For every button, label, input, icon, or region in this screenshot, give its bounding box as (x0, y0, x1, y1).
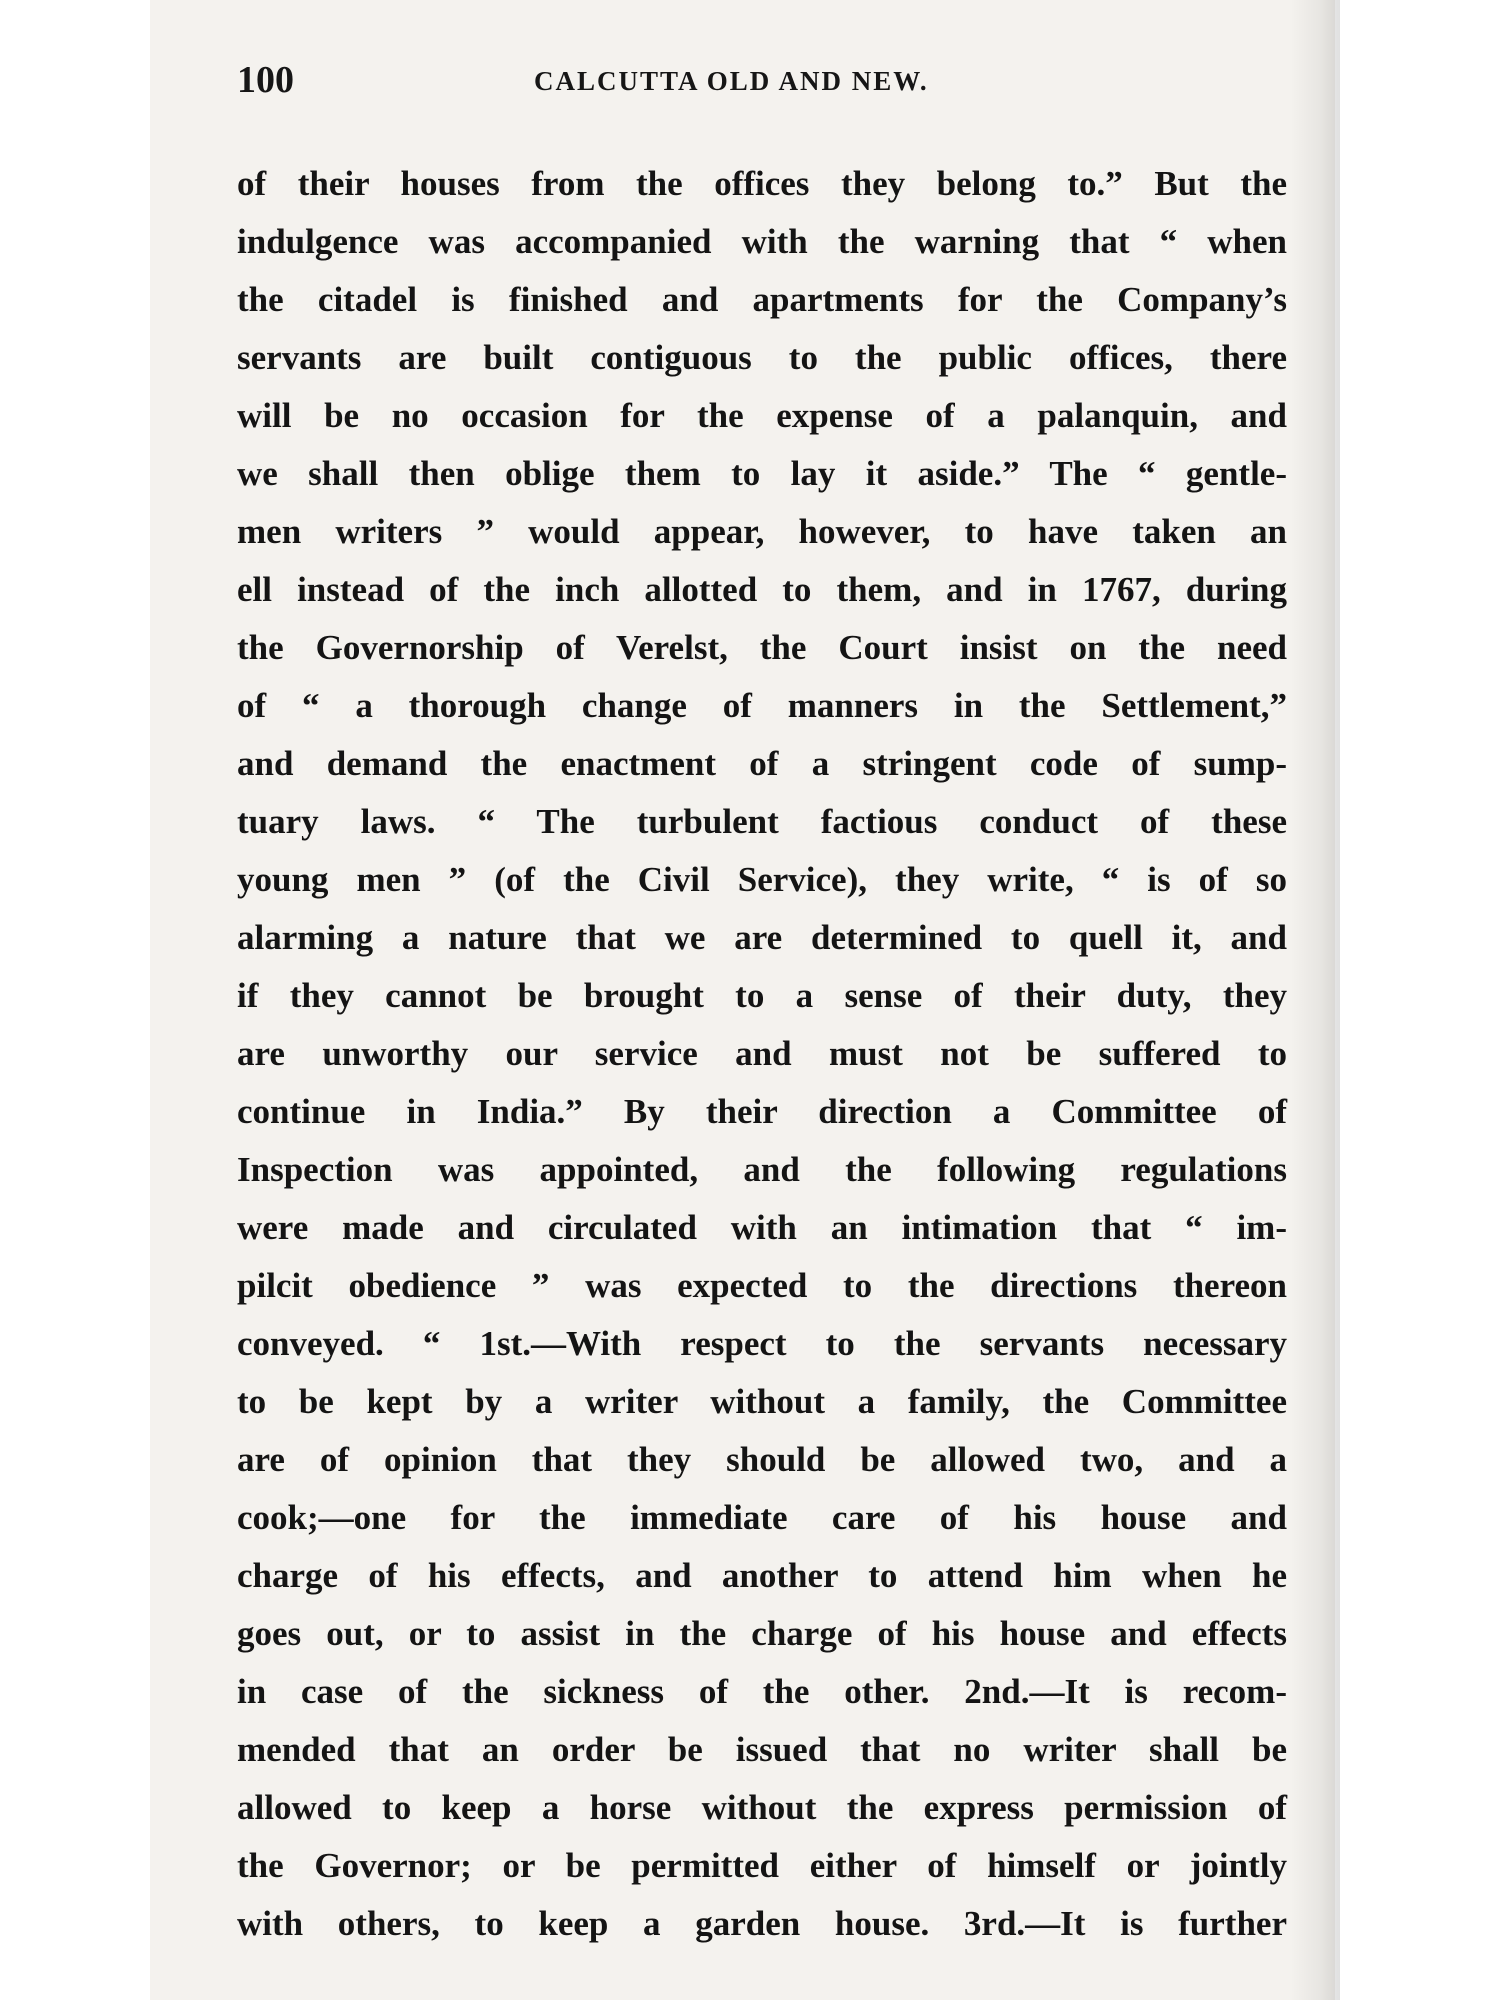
page-number: 100 (237, 59, 294, 101)
text-line: men writers ” would appear, however, to have taken an (237, 512, 1287, 551)
text-line: are of opinion that they should be allowed two, and a (237, 1440, 1287, 1479)
text-line: pilcit obedience ” was expected to the directions thereon (237, 1266, 1287, 1305)
text-line: were made and circulated with an intimation that “ im- (237, 1208, 1287, 1247)
text-line: tuary laws. “ The turbulent factious conduct of these (237, 802, 1287, 841)
text-line: with others, to keep a garden house. 3rd.—It is further (237, 1904, 1287, 1943)
text-line: we shall then oblige them to lay it aside.” The “ gentle- (237, 454, 1287, 493)
text-line: Inspection was appointed, and the following regulations (237, 1150, 1287, 1189)
gutter-shadow (1290, 0, 1340, 2000)
text-line: in case of the sickness of the other. 2nd.—It is recom- (237, 1672, 1287, 1711)
text-line: alarming a nature that we are determined to quell it, and (237, 918, 1287, 957)
text-line: the citadel is finished and apartments for the Company’s (237, 280, 1287, 319)
text-line: the Governorship of Verelst, the Court insist on the need (237, 628, 1287, 667)
text-line: young men ” (of the Civil Service), they write, “ is of so (237, 860, 1287, 899)
body-text (237, 155, 1287, 1953)
text-line: of “ a thorough change of manners in the Settlement,” (237, 686, 1287, 725)
text-line: cook;—one for the immediate care of his house and (237, 1498, 1287, 1537)
text-line: of their houses from the offices they belong to.” But the (237, 164, 1287, 203)
text-line: will be no occasion for the expense of a palanquin, and (237, 396, 1287, 435)
text-line: indulgence was accompanied with the warning that “ when (237, 222, 1287, 261)
text-line: continue in India.” By their direction a Committee of (237, 1092, 1287, 1131)
text-line: servants are built contiguous to the public offices, there (237, 338, 1287, 377)
text-line: mended that an order be issued that no writer shall be (237, 1730, 1287, 1769)
text-line: if they cannot be brought to a sense of their duty, they (237, 976, 1287, 1015)
text-line: and demand the enactment of a stringent code of sump- (237, 744, 1287, 783)
text-line: the Governor; or be permitted either of himself or jointly (237, 1846, 1287, 1885)
text-line: conveyed. “ 1st.—With respect to the servants necessary (237, 1324, 1287, 1363)
text-line: goes out, or to assist in the charge of his house and effects (237, 1614, 1287, 1653)
book-title: CALCUTTA OLD AND NEW. (534, 66, 929, 96)
running-head (237, 58, 1287, 118)
text-line: charge of his effects, and another to attend him when he (237, 1556, 1287, 1595)
text-line: allowed to keep a horse without the express permission of (237, 1788, 1287, 1827)
text-line: to be kept by a writer without a family, the Committee (237, 1382, 1287, 1421)
text-line: are unworthy our service and must not be suffered to (237, 1034, 1287, 1073)
text-line: ell instead of the inch allotted to them, and in 1767, during (237, 570, 1287, 609)
